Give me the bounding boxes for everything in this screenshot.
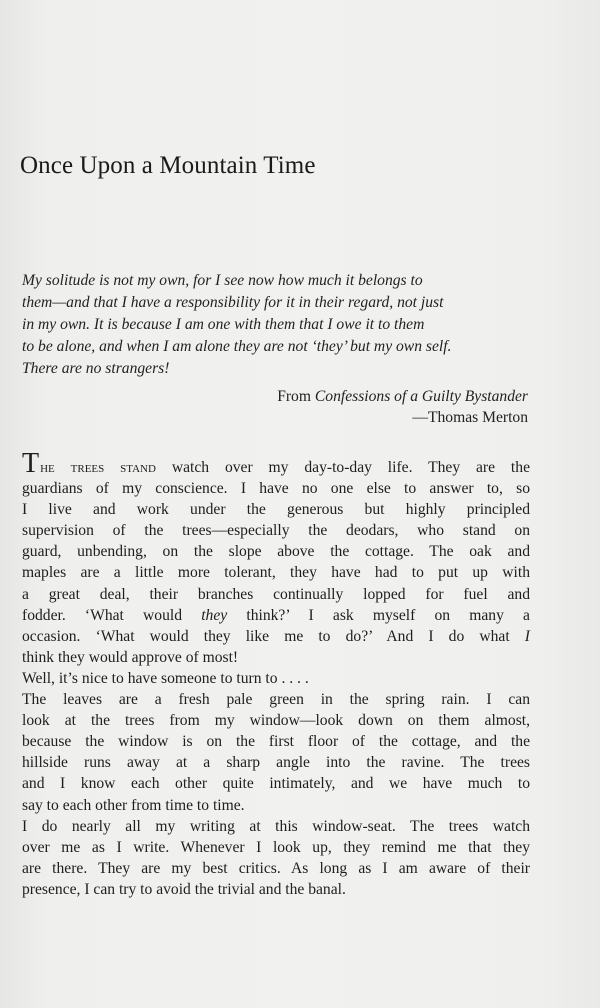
body-text <box>22 448 530 900</box>
body-line: are there. They are my best critics. As long as I am aware of their <box>22 859 530 877</box>
small-caps-opening: he trees stand <box>40 459 156 476</box>
body-line: think they would approve of most! <box>22 648 239 666</box>
body-line: guard, unbending, on the slope above the cottage. The oak and <box>22 543 530 561</box>
body-line: presence, I can try to avoid the trivial and the banal. <box>22 880 346 898</box>
emphasis-they: they <box>201 606 228 624</box>
epigraph <box>22 270 530 380</box>
body-line: because the window is on the first floor of the cottage, and the <box>22 733 530 751</box>
body-line: a great deal, their branches continually lopped for fuel and <box>22 585 530 603</box>
emphasis-i: I <box>524 627 530 645</box>
attribution-from-label: From <box>277 388 311 405</box>
body-line: I do nearly all my writing at this window-seat. The trees watch <box>22 817 530 835</box>
body-line: look at the trees from my window—look down on them almost, <box>22 712 530 730</box>
epigraph-line: them—and that I have a responsibility for it in their regard, not just <box>22 294 444 311</box>
body-line-text: watch over my day-to-day life. They are the <box>155 459 530 476</box>
body-line: guardians of my conscience. I have no one else to answer to, so <box>22 480 530 498</box>
body-line: hillside runs away at a sharp angle into the ravine. The trees <box>22 754 530 772</box>
body-line-text: fodder. ‘What would <box>22 606 202 624</box>
attribution-source <box>277 386 528 407</box>
body-line: and I know each other quite intimately, and we have much to <box>22 775 530 793</box>
body-line: maples are a little more tolerant, they have had to put up with <box>22 564 530 582</box>
body-line: The leaves are a fresh pale green in the spring rain. I can <box>22 691 530 709</box>
body-line-text: occasion. ‘What would they like me to do?’ And I do what <box>22 627 525 645</box>
body-line: I live and work under the generous but highly principled <box>22 501 530 519</box>
paragraph-2: Well, it’s nice to have someone to turn to . . . . <box>22 669 309 687</box>
drop-cap: T <box>22 448 40 479</box>
chapter-title: Once Upon a Mountain Time <box>20 152 316 179</box>
epigraph-line: My solitude is not my own, for I see now how much it belongs to <box>22 272 423 289</box>
epigraph-line: to be alone, and when I am alone they are not ‘they’ but my own self. <box>22 338 452 355</box>
attribution-book-title: Confessions of a Guilty Bystander <box>314 388 528 405</box>
body-line <box>22 605 530 626</box>
body-line: supervision of the trees—especially the deodars, who stand on <box>22 522 530 540</box>
body-line <box>22 626 530 647</box>
body-line-opening <box>22 448 530 479</box>
epigraph-line: in my own. It is because I am one with them that I owe it to them <box>22 316 425 333</box>
body-line: over me as I write. Whenever I look up, they remind me that they <box>22 838 530 856</box>
body-line-text: think?’ I ask myself on many a <box>227 606 530 624</box>
body-line: say to each other from time to time. <box>22 796 245 814</box>
attribution-author: —Thomas Merton <box>412 409 528 426</box>
epigraph-attribution <box>277 386 528 428</box>
epigraph-line: There are no strangers! <box>22 360 170 377</box>
